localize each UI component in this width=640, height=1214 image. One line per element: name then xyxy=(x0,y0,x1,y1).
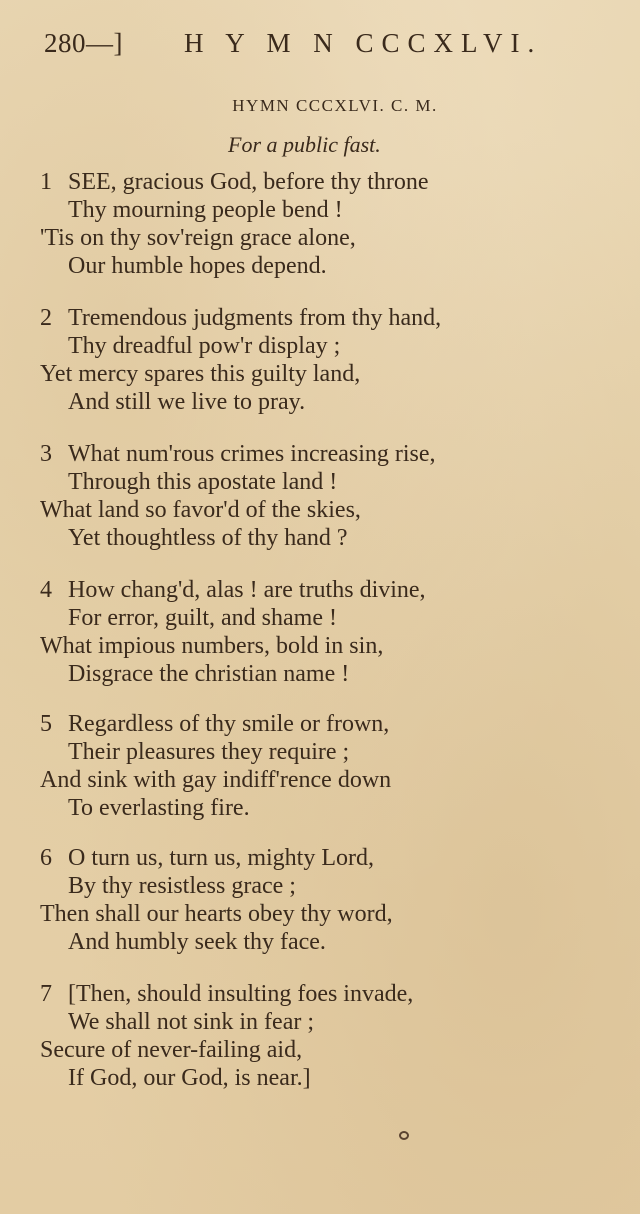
stanza-line: And sink with gay indiff'rence down xyxy=(40,767,392,793)
line-text: What num'rous crimes increasing rise, xyxy=(68,441,436,467)
stanza-line: Thy dreadful pow'r display ; xyxy=(68,333,341,359)
stanza-line xyxy=(40,980,620,1008)
stanza-number: 4 xyxy=(40,577,52,603)
page-number: 280—] xyxy=(44,28,123,58)
stanza-5 xyxy=(40,710,620,822)
stanza-line xyxy=(40,168,620,196)
stanza-line: Secure of never-failing aid, xyxy=(40,1037,303,1063)
running-head xyxy=(44,28,604,68)
stanza-number: 2 xyxy=(40,305,52,331)
running-title: H Y M N CCCXLVI. xyxy=(184,28,543,58)
stanza-number: 5 xyxy=(40,711,52,737)
stanza-line: 'Tis on thy sov'reign grace alone, xyxy=(40,225,356,251)
stanza-line: For error, guilt, and shame ! xyxy=(68,605,337,631)
stanza-line: What impious numbers, bold in sin, xyxy=(40,633,384,659)
stanza-line: By thy resistless grace ; xyxy=(68,873,296,899)
hymn-heading: HYMN CCCXLVI. C. M. xyxy=(232,96,438,115)
stanza-line: Yet thoughtless of thy hand ? xyxy=(68,525,348,551)
stanza-line: If God, our God, is near.] xyxy=(68,1065,311,1091)
printer-ornament xyxy=(399,1131,409,1140)
stanza-line: And still we live to pray. xyxy=(68,389,306,415)
stanza-line xyxy=(40,844,620,872)
line-text: Regardless of thy smile or frown, xyxy=(68,711,390,737)
stanza-line xyxy=(40,440,620,468)
stanza-line: And humbly seek thy face. xyxy=(68,929,326,955)
stanza-number: 6 xyxy=(40,845,52,871)
stanza-number: 3 xyxy=(40,441,52,467)
stanza-number: 7 xyxy=(40,981,52,1007)
stanza-line: We shall not sink in fear ; xyxy=(68,1009,315,1035)
stanza-line xyxy=(40,576,620,604)
line-text: Tremendous judgments from thy hand, xyxy=(68,305,442,331)
line-text: [Then, should insulting foes invade, xyxy=(68,981,414,1007)
stanza-line xyxy=(40,304,620,332)
stanza-line xyxy=(40,710,620,738)
stanza-1 xyxy=(40,168,620,280)
stanza-4 xyxy=(40,576,620,688)
stanza-line: To everlasting fire. xyxy=(68,795,250,821)
hymn-occasion: For a public fast. xyxy=(228,132,381,157)
stanza-line: Their pleasures they require ; xyxy=(68,739,350,765)
stanza-7 xyxy=(40,980,620,1092)
stanza-line: Our humble hopes depend. xyxy=(68,253,327,279)
stanza-line: Then shall our hearts obey thy word, xyxy=(40,901,393,927)
line-text: How chang'd, alas ! are truths divine, xyxy=(68,577,426,603)
line-text: O turn us, turn us, mighty Lord, xyxy=(68,845,374,871)
stanza-3 xyxy=(40,440,620,552)
stanza-line: What land so favor'd of the skies, xyxy=(40,497,361,523)
stanza-line: Thy mourning people bend ! xyxy=(68,197,343,223)
stanza-line: Yet mercy spares this guilty land, xyxy=(40,361,361,387)
stanza-line: Through this apostate land ! xyxy=(68,469,338,495)
stanza-2 xyxy=(40,304,620,416)
stanza-6 xyxy=(40,844,620,956)
stanza-number: 1 xyxy=(40,169,52,195)
stanza-line: Disgrace the christian name ! xyxy=(68,661,350,687)
line-text: SEE, gracious God, before thy throne xyxy=(68,169,429,195)
